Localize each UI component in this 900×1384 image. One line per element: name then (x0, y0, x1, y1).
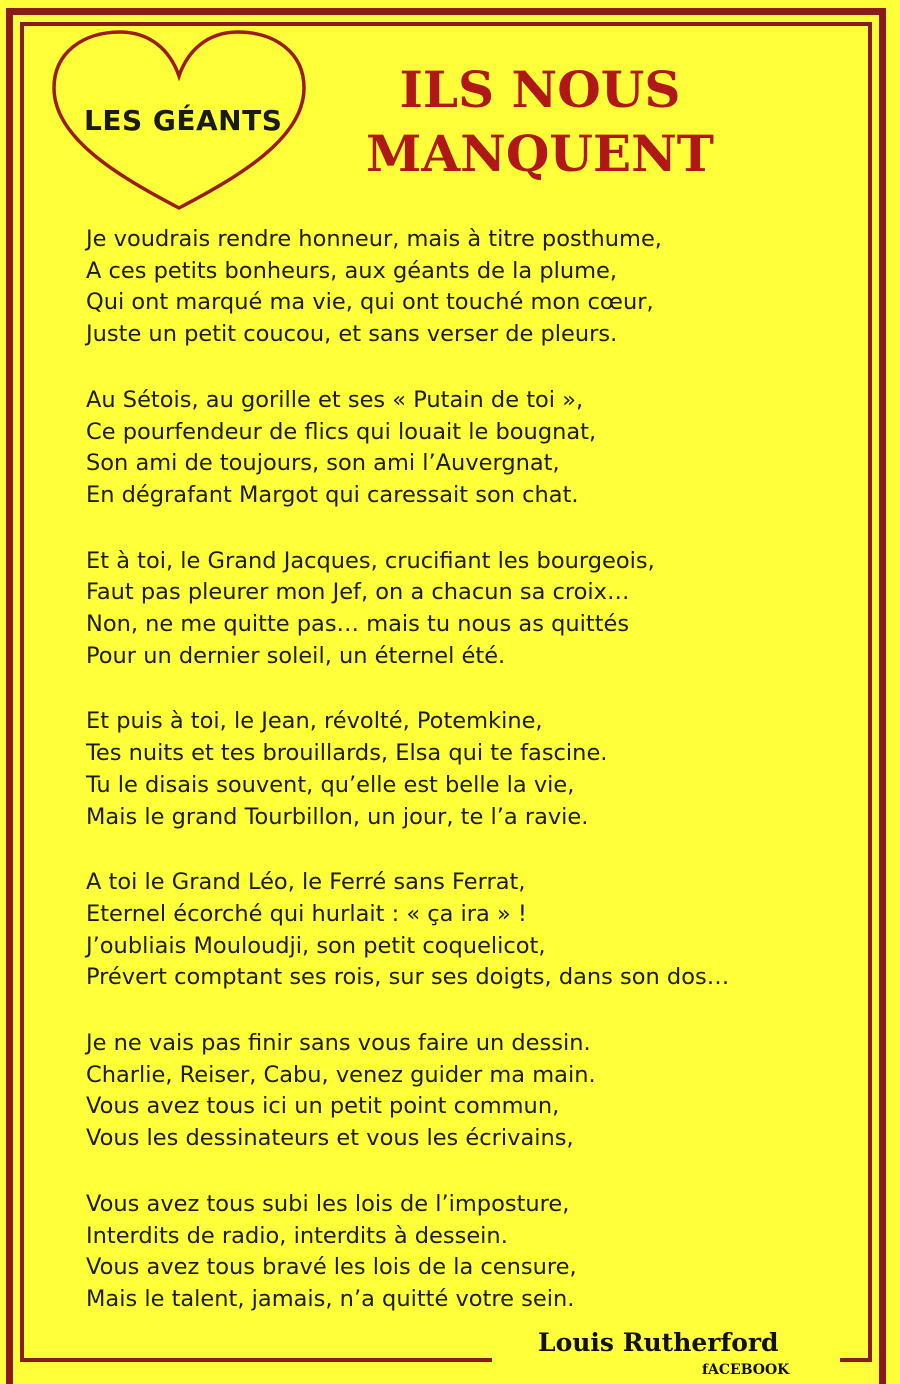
poem-line: Tu le disais souvent, qu’elle est belle la vie, (86, 771, 575, 798)
title-line-2: MANQUENT (365, 124, 715, 183)
poem-line: Non, ne me quitte pas… mais tu nous as quittés (86, 611, 630, 638)
poem-line: Je ne vais pas finir sans vous faire un dessin. (86, 1030, 591, 1057)
poem-line: En dégrafant Margot qui caressait son chat. (86, 481, 579, 508)
poem-stanza (86, 867, 846, 994)
poem-line: Et à toi, le Grand Jacques, crucifiant les bourgeois, (86, 547, 655, 574)
poem-line: Vous avez tous subi les lois de l’imposture, (86, 1190, 570, 1217)
poem-line: Vous avez tous bravé les lois de la censure, (86, 1254, 577, 1281)
poem-line: Faut pas pleurer mon Jef, on a chacun sa croix… (86, 579, 630, 606)
poem-line: Et puis à toi, le Jean, révolté, Potemkine, (86, 708, 543, 735)
poem-line: Ce pourfendeur de flics qui louait le bougnat, (86, 418, 597, 445)
poem-line: Mais le grand Tourbillon, un jour, te l’a ravie. (86, 803, 589, 830)
page-title (330, 58, 750, 186)
title-line-1: ILS NOUS (399, 60, 681, 119)
poem-stanza (86, 1189, 846, 1316)
poem-line: A ces petits bonheurs, aux géants de la plume, (86, 257, 618, 284)
poem-stanza (86, 1028, 846, 1155)
author-name: Louis Rutherford (538, 1328, 779, 1357)
poem-line: Juste un petit coucou, et sans verser de pleurs. (86, 321, 618, 348)
poem-line: Qui ont marqué ma vie, qui ont touché mon cœur, (86, 289, 654, 316)
poem-line: Je voudrais rendre honneur, mais à titre posthume, (86, 226, 662, 252)
poem-line: Prévert comptant ses rois, sur ses doigts, dans son dos… (86, 964, 730, 991)
poem-line: Son ami de toujours, son ami l’Auvergnat, (86, 450, 560, 477)
poem-line: Au Sétois, au gorille et ses « Putain de toi », (86, 386, 584, 413)
poem-stanza (86, 224, 846, 351)
poem-body (86, 224, 846, 1350)
poem-line: Charlie, Reiser, Cabu, venez guider ma main. (86, 1061, 596, 1088)
poem-stanza (86, 706, 846, 833)
poem-line: Vous les dessinateurs et vous les écrivains, (86, 1125, 574, 1152)
poem-line: A toi le Grand Léo, le Ferré sans Ferrat, (86, 869, 526, 896)
poem-line: Pour un dernier soleil, un éternel été. (86, 642, 506, 669)
poem-stanza (86, 546, 846, 673)
poem-line: Interdits de radio, interdits à dessein. (86, 1222, 508, 1249)
poem-stanza (86, 385, 846, 512)
poem-line: J’oubliais Mouloudji, son petit coquelicot, (86, 932, 546, 959)
poem-line: Tes nuits et tes brouillards, Elsa qui te fascine. (86, 740, 608, 767)
poem-line: Eternel écorché qui hurlait : « ça ira » ! (86, 900, 527, 927)
platform-label: fACEBOOK (702, 1362, 790, 1378)
poem-line: Mais le talent, jamais, n’a quitté votre sein. (86, 1285, 575, 1312)
badge-label: LES GÉANTS (84, 104, 283, 137)
poem-line: Vous avez tous ici un petit point commun, (86, 1093, 560, 1120)
